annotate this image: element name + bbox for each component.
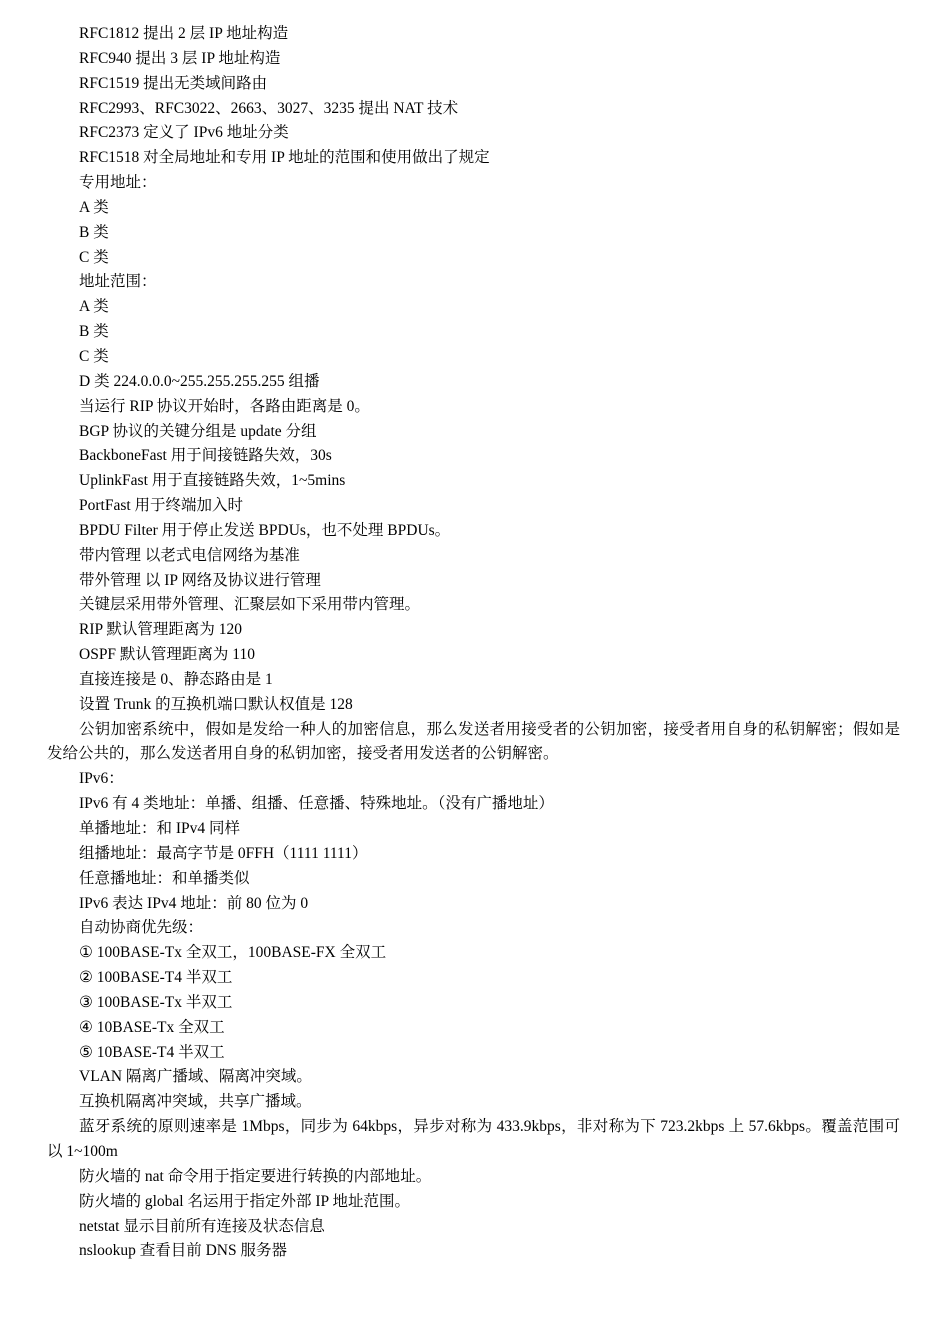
paragraph: 防火墙的 nat 命令用于指定要进行转换的内部地址。: [79, 1167, 432, 1185]
paragraph: IPv6 有 4 类地址：单播、组播、任意播、特殊地址。（没有广播地址）: [79, 795, 554, 813]
paragraph: 带内管理 以老式电信网络为基准: [79, 546, 300, 564]
paragraph: 带外管理 以 IP 网络及协议进行管理: [79, 571, 321, 589]
paragraph: RFC940 提出 3 层 IP 地址构造: [79, 49, 281, 67]
paragraph: BGP 协议的关键分组是 update 分组: [79, 422, 317, 440]
paragraph: C 类: [79, 248, 109, 266]
paragraph: 互换机隔离冲突域，共享广播域。: [79, 1093, 312, 1111]
paragraph: ③ 100BASE-Tx 半双工: [79, 993, 233, 1011]
paragraph: nslookup 查看目前 DNS 服务器: [79, 1242, 287, 1260]
paragraph: netstat 显示目前所有连接及状态信息: [79, 1217, 325, 1235]
paragraph: ① 100BASE-Tx 全双工，100BASE-FX 全双工: [79, 944, 387, 962]
paragraph: C 类: [79, 347, 109, 365]
paragraph: 地址范围：: [79, 273, 157, 291]
paragraph: A 类: [79, 298, 109, 316]
paragraph: 当运行 RIP 协议开始时，各路由距离是 0。: [79, 397, 370, 415]
paragraph: BackboneFast 用于间接链路失效，30s: [79, 447, 332, 465]
paragraph: RIP 默认管理距离为 120: [79, 621, 243, 639]
paragraph: IPv6：: [79, 770, 124, 788]
paragraph: OSPF 默认管理距离为 110: [79, 646, 255, 664]
paragraph: ④ 10BASE-Tx 全双工: [79, 1018, 225, 1036]
paragraph: 防火墙的 global 名运用于指定外部 IP 地址范围。: [79, 1192, 410, 1210]
document-body: [47, 22, 900, 1264]
paragraph: 专用地址：: [79, 174, 157, 192]
paragraph: 直接连接是 0、静态路由是 1: [79, 670, 273, 688]
paragraph: ⑤ 10BASE-T4 半双工: [79, 1043, 225, 1061]
paragraph: 关键层采用带外管理、汇聚层如下采用带内管理。: [79, 596, 421, 614]
paragraph: 任意播地址：和单播类似: [79, 869, 250, 887]
paragraph: B 类: [79, 323, 109, 341]
paragraph: B 类: [79, 223, 109, 241]
paragraph: PortFast 用于终端加入时: [79, 497, 244, 515]
paragraph: UplinkFast 用于直接链路失效，1~5mins: [79, 472, 346, 490]
paragraph: A 类: [79, 198, 109, 216]
paragraph: RFC1518 对全局地址和专用 IP 地址的范围和使用做出了规定: [79, 149, 490, 167]
paragraph: 蓝牙系统的原则速率是 1Mbps，同步为 64kbps，异步对称为 433.9kbps，非对称为下 723.2kbps 上 57.6kbps。覆盖范围可以 1~100m: [47, 1118, 900, 1160]
paragraph: 设置 Trunk 的互换机端口默认权值是 128: [79, 695, 353, 713]
paragraph: RFC2993、RFC3022、2663、3027、3235 提出 NAT 技术: [79, 99, 459, 117]
paragraph: RFC1812 提出 2 层 IP 地址构造: [79, 25, 289, 42]
paragraph: BPDU Filter 用于停止发送 BPDUs，也不处理 BPDUs。: [79, 521, 451, 539]
paragraph: 自动协商优先级：: [79, 919, 204, 937]
paragraph: IPv6 表达 IPv4 地址：前 80 位为 0: [79, 894, 309, 912]
paragraph: VLAN 隔离广播域、隔离冲突域。: [79, 1068, 312, 1086]
paragraph: ② 100BASE-T4 半双工: [79, 969, 233, 987]
paragraph: RFC1519 提出无类域间路由: [79, 74, 268, 92]
paragraph: 公钥加密系统中，假如是发给一种人的加密信息，那么发送者用接受者的公钥加密，接受者用自身的私钥解密；假如是发给公共的，那么发送者用自身的私钥加密，接受者用发送者的公钥解密。: [47, 720, 900, 763]
paragraph: RFC2373 定义了 IPv6 地址分类: [79, 124, 289, 142]
paragraph: D 类 224.0.0.0~255.255.255.255 组播: [79, 372, 320, 390]
paragraph: 组播地址：最高字节是 0FFH（1111 1111）: [79, 844, 368, 862]
paragraph: 单播地址：和 IPv4 同样: [79, 820, 241, 837]
